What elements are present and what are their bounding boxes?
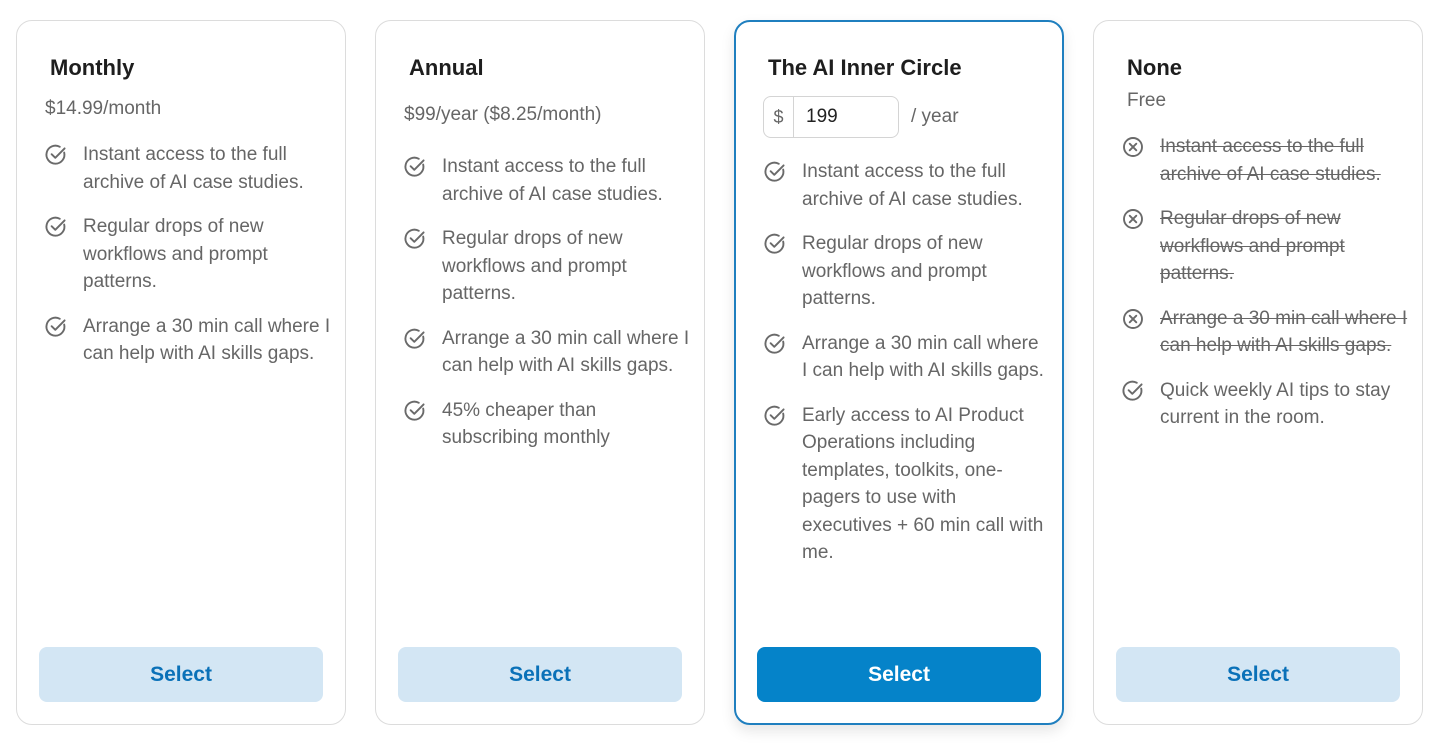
- feature-text: Early access to AI Product Operations including templates, toolkits, one-pagers to use with executives + 60 min call with me.: [802, 404, 1044, 563]
- feature-text: Instant access to the full archive of AI case studies.: [802, 161, 1023, 210]
- check-circle-icon: [1121, 379, 1145, 403]
- plan-title: None: [1127, 55, 1182, 80]
- select-none-button[interactable]: Select: [1116, 647, 1400, 702]
- plan-title: Annual: [409, 55, 484, 80]
- plan-price: $14.99/month: [45, 98, 162, 119]
- select-inner-circle-button[interactable]: Select: [757, 647, 1041, 702]
- x-circle-icon: [1121, 207, 1145, 231]
- check-circle-icon: [44, 215, 68, 239]
- plan-card-inner-circle[interactable]: [734, 20, 1064, 725]
- feature-item: [403, 153, 690, 208]
- check-circle-icon: [403, 399, 427, 423]
- check-circle-icon: [763, 332, 787, 356]
- check-circle-icon: [763, 404, 787, 428]
- feature-item-excluded: [1121, 133, 1408, 188]
- amount-field[interactable]: [763, 96, 899, 138]
- feature-list: [44, 141, 331, 385]
- check-circle-icon: [403, 227, 427, 251]
- feature-text: 45% cheaper than subscribing monthly: [442, 399, 610, 448]
- feature-text: Instant access to the full archive of AI case studies.: [1160, 136, 1381, 185]
- feature-text: Arrange a 30 min call where I can help with AI skills gaps.: [83, 315, 331, 364]
- plan-title: Monthly: [50, 55, 135, 80]
- currency-prefix: $: [764, 97, 794, 137]
- feature-list: [1121, 133, 1408, 449]
- feature-item-excluded: [1121, 305, 1408, 360]
- plan-price: Free: [1127, 90, 1167, 111]
- feature-text: Arrange a 30 min call where I can help with AI skills gaps.: [1160, 307, 1408, 356]
- check-circle-icon: [403, 155, 427, 179]
- check-circle-icon: [403, 327, 427, 351]
- plan-card-none[interactable]: [1093, 20, 1423, 725]
- plan-title: The AI Inner Circle: [768, 55, 962, 80]
- x-circle-icon: [1121, 307, 1145, 331]
- feature-text: Instant access to the full archive of AI case studies.: [83, 144, 304, 193]
- custom-amount-group: [763, 96, 959, 138]
- feature-item: [44, 141, 331, 196]
- plan-card-monthly[interactable]: [16, 20, 346, 725]
- plan-price: $99/year ($8.25/month): [404, 104, 602, 125]
- feature-text: Arrange a 30 min call where I can help with AI skills gaps.: [442, 327, 690, 376]
- amount-input[interactable]: [794, 97, 898, 137]
- feature-item: [763, 330, 1048, 385]
- feature-text: Arrange a 30 min call where I can help with AI skills gaps.: [802, 332, 1044, 381]
- feature-list: [403, 153, 690, 469]
- select-annual-button[interactable]: Select: [398, 647, 682, 702]
- select-monthly-button[interactable]: Select: [39, 647, 323, 702]
- feature-item: [403, 397, 690, 452]
- feature-item: [763, 230, 1048, 313]
- feature-text: Regular drops of new workflows and prompt patterns.: [1160, 208, 1345, 284]
- check-circle-icon: [763, 232, 787, 256]
- feature-item: [763, 158, 1048, 213]
- feature-item: [44, 213, 331, 296]
- feature-item: [1121, 377, 1408, 432]
- period-label: / year: [911, 106, 959, 127]
- check-circle-icon: [44, 143, 68, 167]
- feature-item: [403, 225, 690, 308]
- check-circle-icon: [763, 160, 787, 184]
- feature-text: Quick weekly AI tips to stay current in the room.: [1160, 379, 1391, 428]
- feature-text: Regular drops of new workflows and prompt patterns.: [802, 233, 987, 309]
- feature-item: [403, 325, 690, 380]
- feature-item: [763, 402, 1048, 567]
- feature-text: Regular drops of new workflows and prompt patterns.: [442, 228, 627, 304]
- plan-card-annual[interactable]: [375, 20, 705, 725]
- feature-item-excluded: [1121, 205, 1408, 288]
- feature-text: Instant access to the full archive of AI case studies.: [442, 156, 663, 205]
- x-circle-icon: [1121, 135, 1145, 159]
- check-circle-icon: [44, 315, 68, 339]
- feature-text: Regular drops of new workflows and prompt patterns.: [83, 216, 268, 292]
- feature-list: [763, 158, 1048, 584]
- feature-item: [44, 313, 331, 368]
